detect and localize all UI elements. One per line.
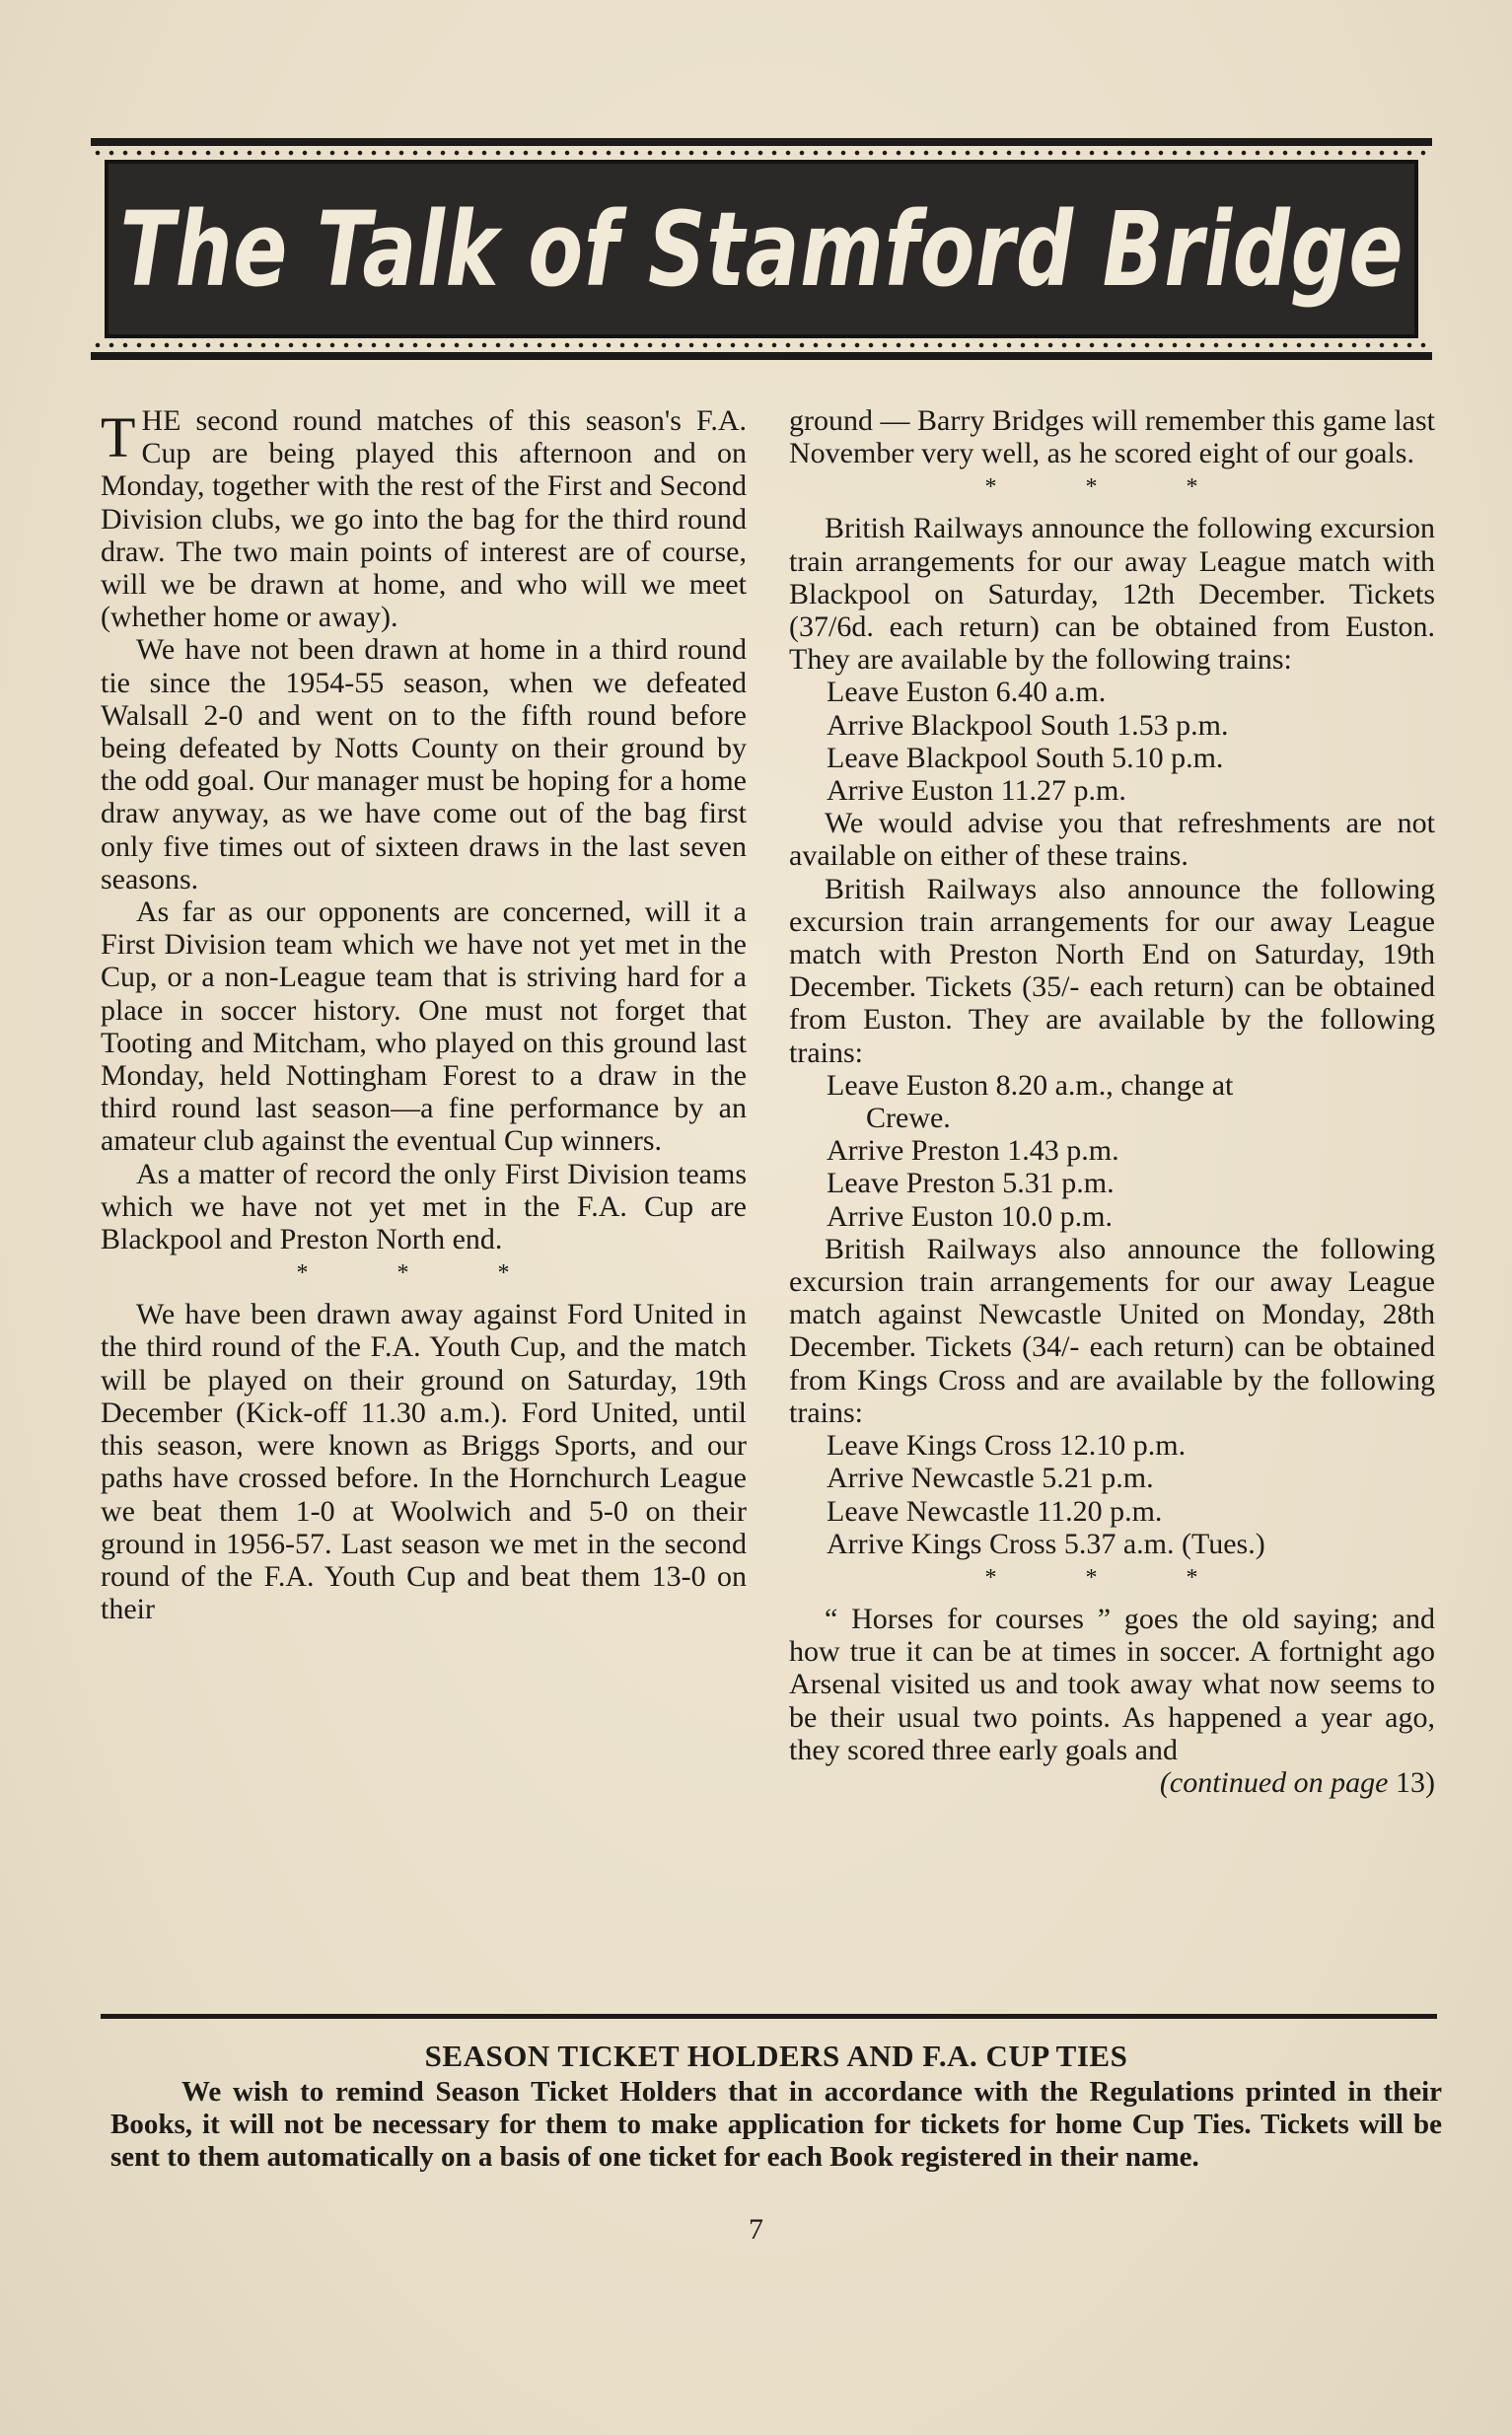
title-banner — [91, 138, 1432, 360]
season-ticket-notice — [110, 2040, 1442, 2174]
train-time: Leave Newcastle 11.20 p.m. — [827, 1494, 1163, 1528]
paragraph: British Railways also announce the following excursion train arrangements for our away League match with Preston North End on Saturday, 19th December. Tickets (35/- each return) can be obtained from Euston. They are available by the following trains: — [789, 872, 1435, 1069]
banner-bottom-rule — [91, 352, 1432, 360]
paragraph — [101, 404, 747, 633]
paragraph: We have been drawn away against Ford United in the third round of the F.A. Youth Cup, and the match will be played on their ground on Saturday, 19th December (Kick-off 11.30 a.m.). Ford United, until this season, were known as Briggs Sports, and our paths have crossed before. In the Hornchurch League we beat them 1-0 at Woolwich and 5-0 on their ground in 1956-57. Last season we met in the second round of the F.A. Youth Cup and beat them 13-0 on their — [101, 1298, 747, 1626]
paragraph: ground — Barry Bridges will remember this game last November very well, as he scored eight of our goals. — [789, 404, 1435, 470]
drop-cap: T — [101, 405, 136, 469]
paragraph: We have not been drawn at home in a third round tie since the 1954-55 season, when we defeated Walsall 2-0 and went on to the fifth round before being defeated by Notts County on their ground by the odd goal. Our manager must be hoping for a home draw anyway, as we have come out of the bag first only five times out of sixteen draws in the last seven seasons. — [101, 633, 747, 895]
banner-top-rule — [91, 138, 1432, 146]
train-time: Leave Euston 6.40 a.m. — [827, 676, 1107, 709]
section-separator: * * * — [984, 474, 1240, 501]
train-time: Leave Blackpool South 5.10 p.m. — [827, 741, 1224, 774]
train-time: Arrive Kings Cross 5.37 a.m. (Tues.) — [827, 1527, 1265, 1560]
train-time: Leave Preston 5.31 p.m. — [827, 1167, 1115, 1200]
notice-heading: SEASON TICKET HOLDERS AND F.A. CUP TIES — [424, 2039, 1128, 2073]
paragraph: British Railways announce the following excursion train arrangements for our away League match with Blackpool on Saturday, 12th December. Tickets (37/6d. each return) can be obtained from Euston. They are available by the following trains: — [789, 512, 1435, 677]
paragraph: British Railways also announce the following excursion train arrangements for our away League match against Newcastle United on Monday, 28th December. Tickets (34/- each return) can be obtained from Kings Cross and are available by the following trains: — [789, 1232, 1435, 1429]
banner-top-dots — [91, 150, 1432, 156]
page-title: The Talk of Stamford Bridge — [119, 188, 1404, 310]
train-time: Arrive Preston 1.43 p.m. — [827, 1134, 1119, 1168]
continued-note — [789, 1766, 1435, 1799]
train-time: Crewe. — [866, 1102, 951, 1135]
page-number: 7 — [749, 2213, 763, 2246]
left-column — [101, 404, 747, 1625]
paragraph: As a matter of record the only First Division teams which we have not yet met in the F.A. Cup are Blackpool and Preston North end. — [101, 1157, 747, 1256]
train-time: Arrive Blackpool South 1.53 p.m. — [827, 708, 1229, 742]
paragraph: We would advise you that refreshments are not available on either of these trains. — [789, 807, 1435, 873]
paragraph-text: HE second round matches of this season's F.A. Cup are being played this afternoon and on Monday, together with the rest of the First and Second Division clubs, we go into the bag for the third round draw. The two main points of interest are of course, will we be drawn at home, and who will we meet (whether home or away). — [101, 404, 747, 634]
right-column — [789, 404, 1435, 1799]
section-separator: * * * — [296, 1260, 551, 1287]
banner-box — [105, 160, 1418, 338]
train-time: Arrive Newcastle 5.21 p.m. — [827, 1462, 1154, 1495]
continued-page: 13) — [1396, 1765, 1435, 1799]
continued-text: (continued on page — [1159, 1765, 1389, 1799]
train-time: Arrive Euston 10.0 p.m. — [827, 1199, 1113, 1233]
paragraph: “ Horses for courses ” goes the old saying; and how true it can be at times in soccer. A fortnight ago Arsenal visited us and took away what now seems to be their usual two points. As happened a year ago, they scored three early goals and — [789, 1602, 1435, 1766]
section-separator: * * * — [984, 1564, 1240, 1591]
train-time: Leave Kings Cross 12.10 p.m. — [827, 1429, 1187, 1463]
divider — [101, 2014, 1437, 2019]
train-time: Arrive Euston 11.27 p.m. — [827, 774, 1126, 808]
banner-bottom-dots — [91, 342, 1432, 348]
paragraph: As far as our opponents are concerned, will it a First Division team which we have not yet met in the Cup, or a non-League team that is striving hard for a place in soccer history. One must not forget that Tooting and Mitcham, who played on this ground last Monday, held Nottingham Forest to a draw in the third round last season—a fine performance by an amateur club against the eventual Cup winners. — [101, 895, 747, 1158]
train-time: Leave Euston 8.20 a.m., change at — [827, 1068, 1234, 1102]
notice-body: We wish to remind Season Ticket Holders that in accordance with the Regulations printed in their Books, it will not be necessary for them to make application for tickets for home Cup Ties. Tickets will be sent to them automatically on a basis of one ticket for each Book registered in their name. — [110, 2076, 1442, 2173]
